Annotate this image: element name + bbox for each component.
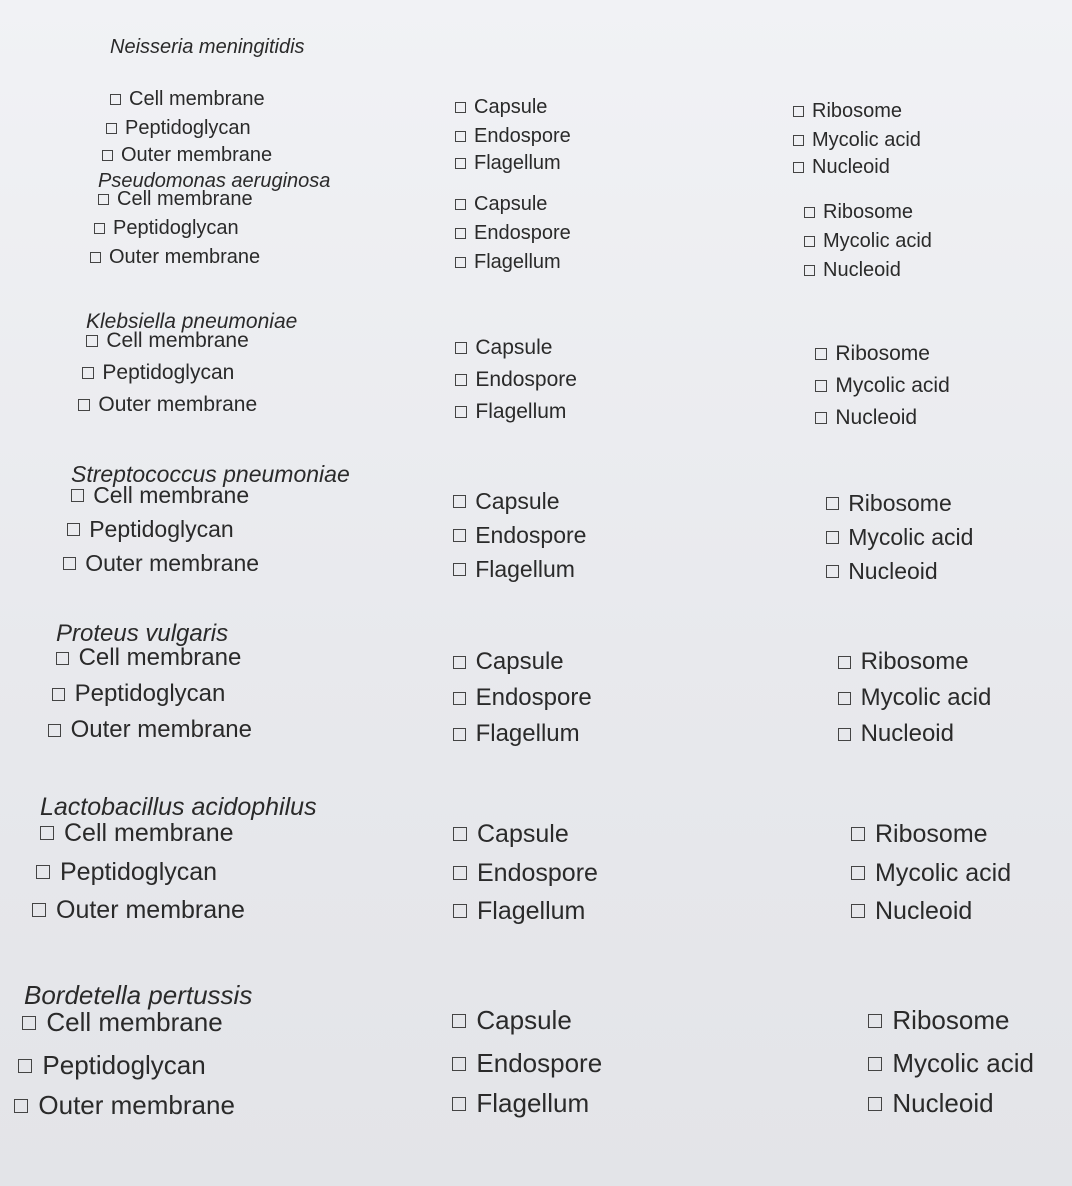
checkbox-icon[interactable]	[40, 826, 54, 840]
option-label: Flagellum	[475, 399, 567, 423]
option-label: Cell membrane	[93, 481, 250, 508]
checkbox-icon[interactable]	[838, 728, 851, 741]
checkbox-option[interactable]	[82, 361, 234, 385]
checkbox-option[interactable]	[815, 406, 917, 430]
checkbox-icon[interactable]	[453, 656, 466, 669]
checkbox-option[interactable]	[868, 1088, 994, 1119]
option-label: Mycolic acid	[835, 373, 950, 397]
checkbox-option[interactable]	[67, 516, 234, 543]
checkbox-icon[interactable]	[868, 1097, 882, 1111]
option-label: Ribosome	[823, 201, 914, 223]
option-label: Cell membrane	[64, 818, 234, 847]
checkbox-option[interactable]	[94, 217, 239, 240]
checkbox-icon[interactable]	[804, 265, 815, 276]
checkbox-option[interactable]	[453, 522, 586, 549]
checkbox-icon[interactable]	[453, 866, 467, 880]
organism-name: Lactobacillus acidophilus	[40, 793, 317, 821]
checkbox-option[interactable]	[838, 648, 969, 676]
option-label: Ribosome	[848, 489, 952, 516]
option-label: Outer membrane	[56, 895, 245, 924]
checkbox-option[interactable]	[36, 858, 217, 887]
checkbox-option[interactable]	[804, 230, 932, 253]
option-label: Outer membrane	[38, 1090, 235, 1120]
checkbox-option[interactable]	[32, 896, 245, 925]
option-label: Capsule	[474, 96, 548, 118]
checkbox-icon[interactable]	[455, 228, 466, 239]
organism-section	[0, 36, 1072, 186]
checkbox-option[interactable]	[455, 222, 571, 245]
option-label: Mycolic acid	[823, 230, 932, 252]
checkbox-option[interactable]	[826, 558, 938, 585]
option-label: Capsule	[475, 648, 564, 675]
organism-name: Streptococcus pneumoniae	[71, 461, 350, 487]
checkbox-option[interactable]	[14, 1090, 235, 1121]
checkbox-icon[interactable]	[815, 348, 827, 360]
checkbox-icon[interactable]	[453, 495, 466, 508]
checkbox-option[interactable]	[90, 246, 260, 269]
checkbox-option[interactable]	[63, 550, 259, 577]
checkbox-icon[interactable]	[455, 342, 467, 354]
option-label: Nucleoid	[812, 156, 890, 178]
checkbox-icon[interactable]	[455, 406, 467, 418]
checkbox-icon[interactable]	[851, 866, 865, 880]
option-label: Mycolic acid	[875, 858, 1012, 887]
checkbox-option[interactable]	[452, 1088, 589, 1119]
checkbox-option[interactable]	[838, 720, 954, 748]
option-label: Endospore	[475, 367, 577, 391]
checkbox-icon[interactable]	[455, 158, 466, 169]
checkbox-icon[interactable]	[815, 380, 827, 392]
checkbox-icon[interactable]	[453, 904, 467, 918]
checkbox-icon[interactable]	[18, 1059, 32, 1073]
option-label: Flagellum	[475, 555, 575, 582]
checkbox-option[interactable]	[815, 342, 930, 366]
checkbox-option[interactable]	[455, 400, 566, 424]
checkbox-option[interactable]	[838, 684, 991, 712]
option-label: Nucleoid	[848, 557, 938, 584]
checkbox-option[interactable]	[48, 716, 252, 744]
checkbox-option[interactable]	[71, 482, 249, 509]
checkbox-icon[interactable]	[453, 728, 466, 741]
checkbox-option[interactable]	[455, 251, 561, 274]
option-label: Nucleoid	[892, 1088, 994, 1118]
option-label: Outer membrane	[109, 246, 261, 268]
option-label: Endospore	[475, 684, 592, 711]
checkbox-option[interactable]	[453, 720, 580, 748]
option-label: Capsule	[477, 819, 569, 848]
checkbox-option[interactable]	[826, 524, 973, 551]
checkbox-option[interactable]	[52, 680, 225, 708]
option-label: Peptidoglycan	[125, 117, 251, 139]
option-label: Endospore	[476, 1048, 603, 1078]
checkbox-icon[interactable]	[52, 688, 65, 701]
checkbox-icon[interactable]	[455, 131, 466, 142]
checkbox-icon[interactable]	[36, 865, 50, 879]
checkbox-icon[interactable]	[90, 252, 101, 263]
checkbox-option[interactable]	[455, 336, 552, 360]
option-label: Nucleoid	[860, 720, 954, 747]
checkbox-icon[interactable]	[82, 367, 94, 379]
checkbox-icon[interactable]	[455, 199, 466, 210]
checkbox-option[interactable]	[22, 1007, 223, 1038]
checkbox-icon[interactable]	[78, 399, 90, 411]
checkbox-icon[interactable]	[453, 529, 466, 542]
option-label: Mycolic acid	[812, 129, 921, 151]
option-label: Ribosome	[892, 1005, 1010, 1035]
option-label: Mycolic acid	[892, 1048, 1034, 1078]
checkbox-icon[interactable]	[453, 692, 466, 705]
checkbox-icon[interactable]	[455, 374, 467, 386]
checkbox-icon[interactable]	[868, 1057, 882, 1071]
checkbox-option[interactable]	[56, 644, 241, 672]
checkbox-icon[interactable]	[826, 565, 839, 578]
checkbox-option[interactable]	[453, 820, 569, 849]
option-label: Flagellum	[475, 720, 580, 747]
option-label: Nucleoid	[875, 896, 973, 925]
option-label: Cell membrane	[129, 88, 265, 110]
organism-section	[0, 980, 1072, 1141]
option-label: Outer membrane	[121, 144, 273, 166]
checkbox-icon[interactable]	[804, 207, 815, 218]
checkbox-icon[interactable]	[32, 903, 46, 917]
option-label: Outer membrane	[85, 549, 260, 576]
checkbox-icon[interactable]	[94, 223, 105, 234]
checkbox-option[interactable]	[455, 96, 547, 119]
option-label: Cell membrane	[78, 644, 242, 671]
checkbox-icon[interactable]	[71, 489, 84, 502]
checkbox-icon[interactable]	[452, 1097, 466, 1111]
checkbox-icon[interactable]	[793, 135, 804, 146]
checkbox-icon[interactable]	[106, 123, 117, 134]
option-label: Ribosome	[835, 341, 930, 365]
checkbox-option[interactable]	[453, 684, 592, 712]
option-label: Peptidoglycan	[60, 857, 218, 886]
organism-section	[0, 310, 1072, 436]
checkbox-option[interactable]	[804, 201, 913, 224]
checkbox-icon[interactable]	[455, 257, 466, 268]
option-label: Peptidoglycan	[89, 515, 234, 542]
checkbox-option[interactable]	[804, 259, 901, 282]
option-label: Endospore	[475, 521, 587, 548]
checkbox-option[interactable]	[40, 819, 234, 848]
checkbox-icon[interactable]	[838, 692, 851, 705]
checkbox-icon[interactable]	[102, 150, 113, 161]
option-label: Capsule	[474, 193, 548, 215]
option-label: Flagellum	[476, 1088, 590, 1118]
organism-name: Klebsiella pneumoniae	[86, 310, 298, 333]
option-label: Peptidoglycan	[113, 217, 239, 239]
checkbox-icon[interactable]	[838, 656, 851, 669]
option-label: Capsule	[475, 335, 553, 359]
organism-section	[0, 170, 1072, 288]
checkbox-icon[interactable]	[452, 1057, 466, 1071]
option-label: Capsule	[476, 1005, 572, 1035]
option-label: Peptidoglycan	[42, 1050, 206, 1080]
checkbox-icon[interactable]	[453, 563, 466, 576]
checkbox-icon[interactable]	[868, 1014, 882, 1028]
option-label: Capsule	[475, 487, 560, 514]
checkbox-icon[interactable]	[22, 1016, 36, 1030]
option-label: Mycolic acid	[860, 684, 992, 711]
checkbox-option[interactable]	[453, 859, 598, 888]
option-label: Peptidoglycan	[74, 680, 226, 707]
checkbox-option[interactable]	[851, 820, 988, 849]
checkbox-option[interactable]	[868, 1048, 1034, 1079]
checkbox-icon[interactable]	[86, 335, 98, 347]
option-label: Cell membrane	[106, 328, 249, 352]
option-label: Nucleoid	[823, 259, 901, 281]
checkbox-icon[interactable]	[793, 106, 804, 117]
checkbox-icon[interactable]	[452, 1014, 466, 1028]
checkbox-option[interactable]	[86, 329, 249, 353]
organism-section	[0, 461, 1072, 596]
option-label: Flagellum	[474, 152, 561, 174]
checkbox-icon[interactable]	[56, 652, 69, 665]
option-label: Cell membrane	[46, 1007, 223, 1037]
checkbox-option[interactable]	[455, 125, 571, 148]
option-label: Endospore	[474, 125, 571, 147]
checkbox-icon[interactable]	[63, 557, 76, 570]
checkbox-option[interactable]	[452, 1048, 602, 1079]
checkbox-icon[interactable]	[98, 194, 109, 205]
checkbox-option[interactable]	[106, 117, 251, 140]
checkbox-option[interactable]	[452, 1005, 572, 1036]
organism-section	[0, 793, 1072, 945]
organism-section	[0, 620, 1072, 764]
organism-name: Bordetella pertussis	[24, 980, 253, 1010]
checkbox-option[interactable]	[98, 188, 253, 211]
checkbox-icon[interactable]	[48, 724, 61, 737]
option-label: Endospore	[477, 858, 598, 887]
checkbox-icon[interactable]	[851, 827, 865, 841]
option-label: Outer membrane	[70, 716, 252, 743]
checkbox-option[interactable]	[868, 1005, 1009, 1036]
option-label: Peptidoglycan	[102, 360, 235, 384]
checkbox-option[interactable]	[455, 193, 547, 216]
checkbox-icon[interactable]	[815, 412, 827, 424]
option-label: Ribosome	[812, 100, 903, 122]
option-label: Endospore	[474, 222, 571, 244]
checkbox-option[interactable]	[453, 556, 575, 583]
option-label: Flagellum	[474, 251, 561, 273]
checkbox-icon[interactable]	[110, 94, 121, 105]
checkbox-option[interactable]	[453, 488, 560, 515]
checkbox-option[interactable]	[851, 897, 972, 926]
checkbox-option[interactable]	[110, 88, 265, 111]
checkbox-icon[interactable]	[453, 827, 467, 841]
checkbox-option[interactable]	[18, 1050, 206, 1081]
checkbox-option[interactable]	[455, 368, 577, 392]
organism-name: Pseudomonas aeruginosa	[98, 170, 331, 192]
checkbox-option[interactable]	[102, 144, 272, 167]
checkbox-option[interactable]	[826, 490, 952, 517]
option-label: Ribosome	[860, 648, 969, 675]
option-label: Ribosome	[875, 819, 988, 848]
checkbox-option[interactable]	[793, 129, 921, 152]
checkbox-icon[interactable]	[804, 236, 815, 247]
option-label: Nucleoid	[835, 405, 918, 429]
checkbox-icon[interactable]	[14, 1099, 28, 1113]
organism-name: Proteus vulgaris	[56, 620, 229, 647]
option-label: Cell membrane	[117, 188, 253, 210]
checkbox-icon[interactable]	[67, 523, 80, 536]
organism-name: Neisseria meningitidis	[110, 36, 305, 58]
option-label: Flagellum	[477, 896, 586, 925]
checkbox-icon[interactable]	[455, 102, 466, 113]
checkbox-icon[interactable]	[826, 497, 839, 510]
checkbox-icon[interactable]	[826, 531, 839, 544]
checkbox-option[interactable]	[78, 393, 257, 417]
checkbox-option[interactable]	[453, 897, 585, 926]
option-label: Outer membrane	[98, 392, 258, 416]
option-label: Mycolic acid	[848, 523, 974, 550]
checkbox-option[interactable]	[793, 100, 902, 123]
checkbox-option[interactable]	[815, 374, 950, 398]
checkbox-icon[interactable]	[851, 904, 865, 918]
checkbox-option[interactable]	[851, 859, 1011, 888]
checkbox-option[interactable]	[453, 648, 564, 676]
